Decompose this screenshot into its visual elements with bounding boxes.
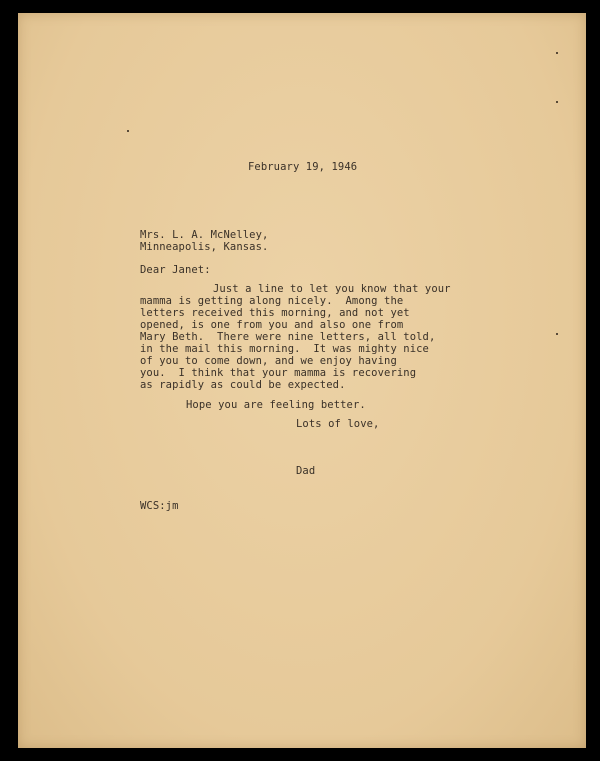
body-line: in the mail this morning. It was mighty nice xyxy=(140,343,429,355)
valediction: Lots of love, xyxy=(296,418,380,430)
body-line: letters received this morning, and not yet xyxy=(140,307,410,319)
body-line: of you to come down, and we enjoy having xyxy=(140,355,397,367)
paper-speck xyxy=(556,52,558,54)
letter-page xyxy=(18,13,586,748)
body-line: as rapidly as could be expected. xyxy=(140,379,346,391)
closing-line: Hope you are feeling better. xyxy=(186,399,366,411)
body-line: opened, is one from you and also one from xyxy=(140,319,404,331)
body-line: Just a line to let you know that your xyxy=(213,283,451,295)
salutation: Dear Janet: xyxy=(140,264,211,276)
signature: Dad xyxy=(296,465,316,477)
paper-speck xyxy=(556,101,558,103)
recipient-city: Minneapolis, Kansas. xyxy=(140,241,269,253)
recipient-name: Mrs. L. A. McNelley, xyxy=(140,229,269,241)
body-line: mamma is getting along nicely. Among the xyxy=(140,295,404,307)
body-line: you. I think that your mamma is recovering xyxy=(140,367,417,379)
reference-initials: WCS:jm xyxy=(140,500,179,512)
letter-date: February 19, 1946 xyxy=(248,161,358,173)
paper-speck xyxy=(127,130,129,132)
body-line: Mary Beth. There were nine letters, all told, xyxy=(140,331,436,343)
paper-speck xyxy=(556,333,558,335)
